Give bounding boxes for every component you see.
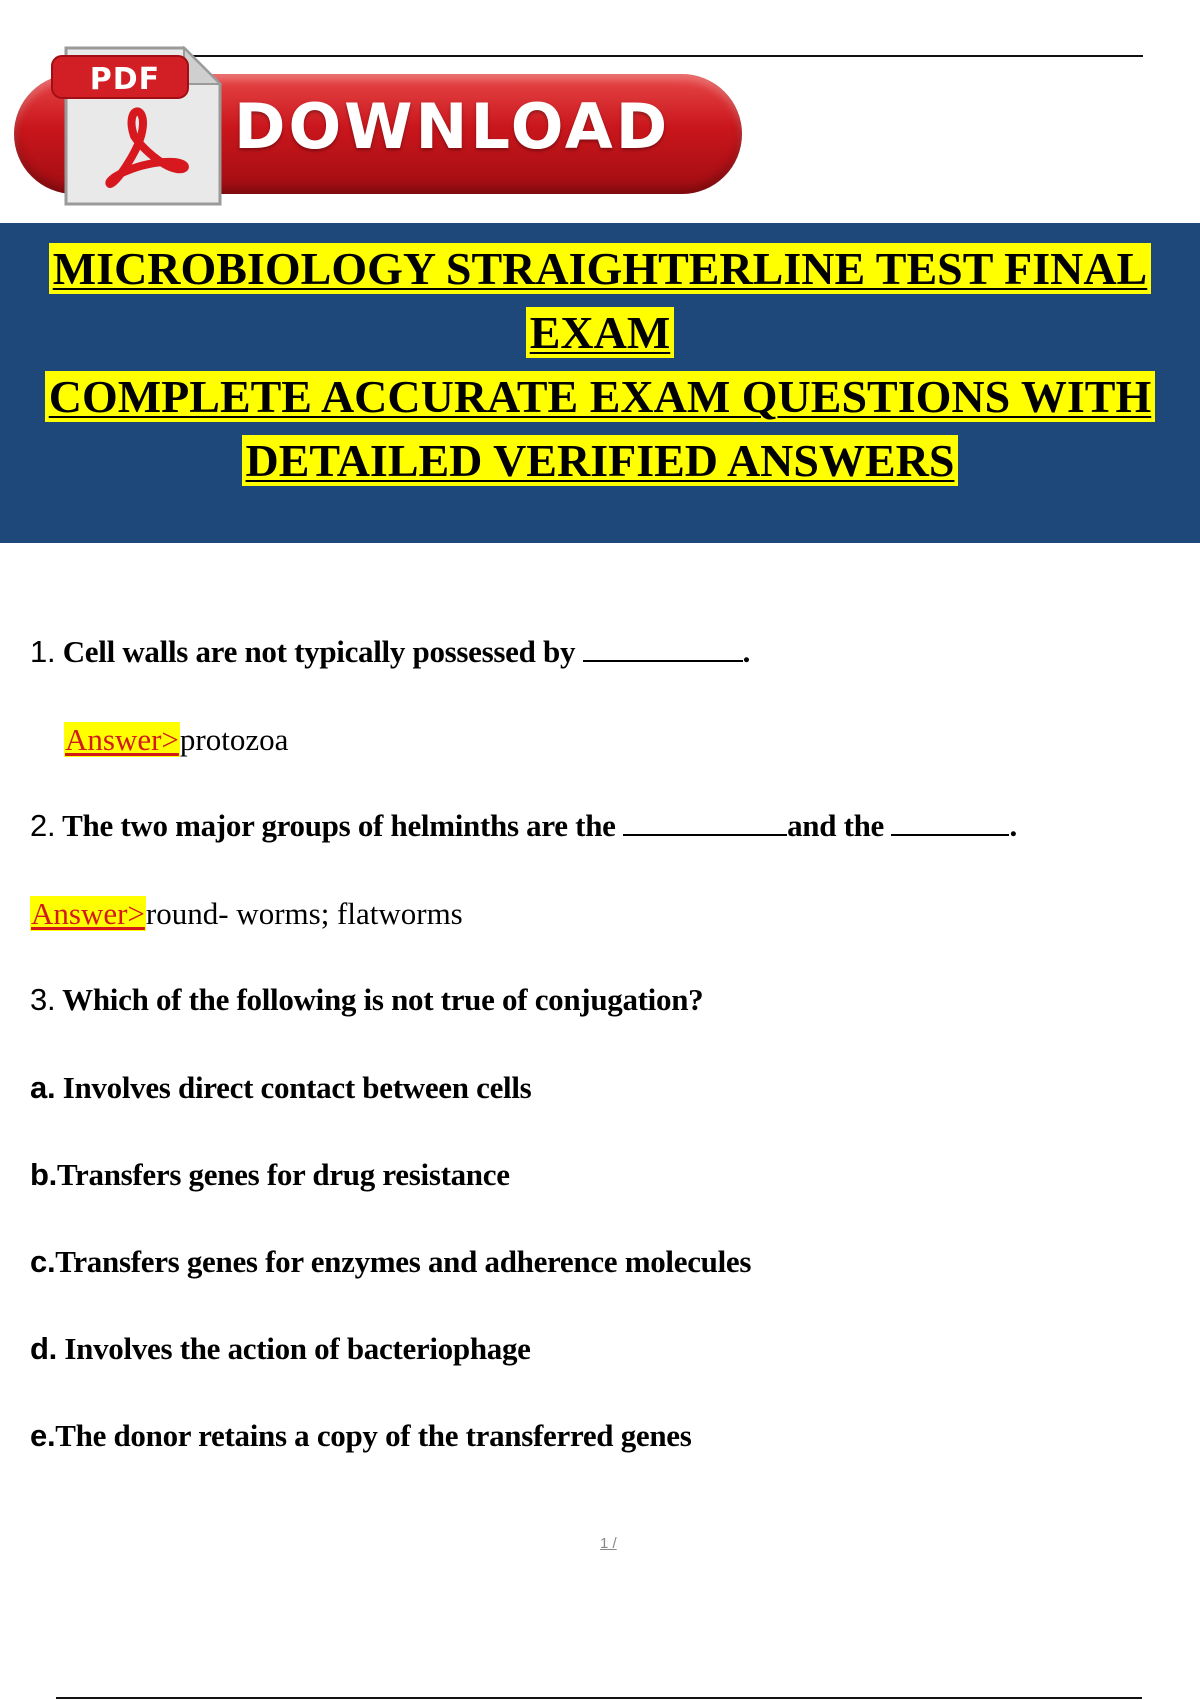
- option-a: a. Involves direct contact between cells: [30, 1070, 532, 1105]
- answer-blank: [623, 810, 787, 836]
- page-number: 1 /: [600, 1535, 617, 1552]
- answer-2: Answer>round- worms; flatworms: [31, 896, 463, 931]
- pdf-document-icon: [44, 36, 234, 212]
- option-d: d. Involves the action of bacteriophage: [30, 1331, 531, 1366]
- title-line-2: EXAM: [0, 307, 1200, 359]
- question-3: 3. Which of the following is not true of conjugation?: [30, 982, 704, 1017]
- download-label: DOWNLOAD: [234, 90, 671, 163]
- question-2: 2. The two major groups of helminths are the and the .: [30, 808, 1017, 843]
- option-c: c.Transfers genes for enzymes and adherence molecules: [30, 1244, 752, 1279]
- title-line-4: DETAILED VERIFIED ANSWERS: [0, 435, 1200, 487]
- pdf-tag: PDF: [89, 62, 161, 97]
- bottom-rule: [56, 1697, 1142, 1699]
- question-1: 1. Cell walls are not typically possessed by .: [30, 634, 751, 669]
- answer-blank: [583, 636, 743, 662]
- answer-1: Answer>protozoa: [65, 722, 289, 757]
- title-line-3: COMPLETE ACCURATE EXAM QUESTIONS WITH: [0, 371, 1200, 423]
- option-e: e.The donor retains a copy of the transferred genes: [30, 1418, 692, 1453]
- answer-label: Answer>: [31, 896, 145, 931]
- option-b: b.Transfers genes for drug resistance: [30, 1157, 510, 1192]
- answer-label: Answer>: [65, 722, 179, 757]
- answer-blank: [891, 810, 1009, 836]
- pdf-download-banner[interactable]: [14, 36, 744, 212]
- title-line-1: MICROBIOLOGY STRAIGHTERLINE TEST FINAL: [0, 243, 1200, 295]
- title-block: [0, 223, 1200, 543]
